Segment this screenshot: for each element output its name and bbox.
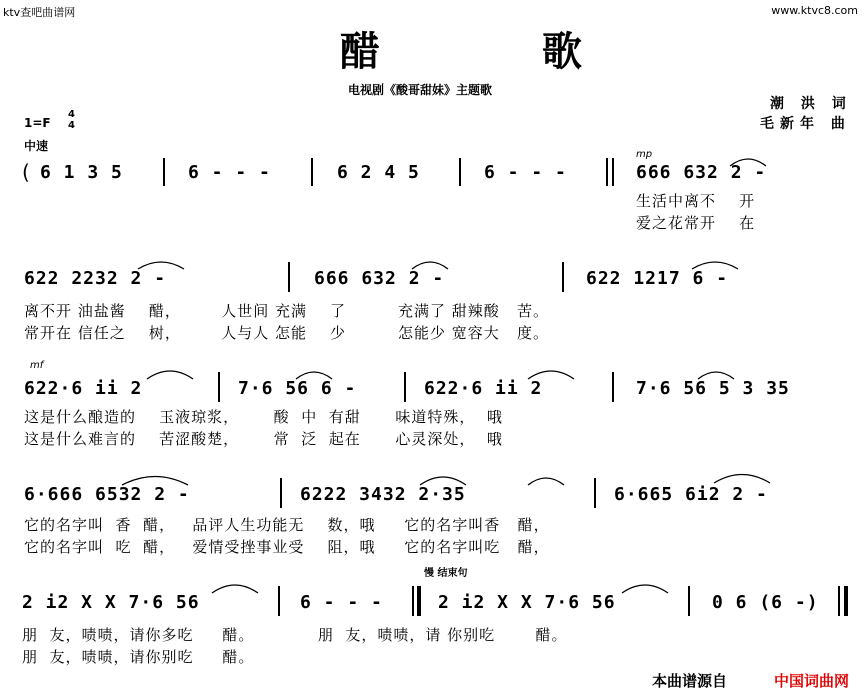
line-1-lyric-verse-1: 生活中离不 开 <box>636 192 756 210</box>
ending-marking: 慢 结束句 <box>424 568 468 579</box>
barline <box>594 478 596 508</box>
barline <box>562 262 564 292</box>
song-subtitle: 电视剧《酸哥甜妹》主题歌 <box>348 83 493 97</box>
slur <box>120 472 190 486</box>
time-signature: 4 4 <box>68 109 75 131</box>
composer-credit: 毛新年 曲 <box>760 116 851 132</box>
barline <box>218 372 220 402</box>
line-2-lyric-verse-2: 常开在 信任之 树， 人与人 怎能 少 怎能少 宽容大 度。 <box>24 324 550 342</box>
footer-source-label: 本曲谱源自 <box>652 672 728 690</box>
line-2-bar-2-notes: 666 632 2 - <box>314 268 445 289</box>
line-3-bar-4-notes: 7·6 56 5 3 35 <box>636 378 790 399</box>
slur <box>136 258 186 270</box>
barline <box>280 478 282 508</box>
site-watermark-left: ktv查吧曲谱网 <box>3 6 76 19</box>
dynamic-mark-mf: mf <box>30 360 44 371</box>
barline <box>459 158 461 186</box>
line-4-lyric-verse-2: 它的名字叫 吃 醋， 爱情受挫事业受 阻，哦 它的名字叫吃 醋， <box>24 538 550 556</box>
slur <box>728 155 768 167</box>
line-4-bar-2-notes: 6222 3432 2·35 <box>300 484 466 505</box>
line-3-bar-2-notes: 7·6 56 6 - <box>238 378 357 399</box>
slur <box>526 366 576 380</box>
barline <box>278 586 280 616</box>
line-2-bar-1-notes: 622 2232 2 - <box>24 268 167 289</box>
slur <box>418 472 468 486</box>
barline <box>612 158 614 186</box>
dynamic-mark-mp: mp <box>636 149 653 160</box>
slur <box>210 580 260 594</box>
slur <box>410 258 450 270</box>
barline <box>606 158 608 186</box>
key-signature: 1=F <box>24 116 51 130</box>
slur <box>145 366 195 380</box>
line-1-bar-3-notes: 6 2 4 5 <box>337 162 420 183</box>
line-5-lyric-verse-2: 朋 友，啧啧，请你别吃 醋。 <box>22 648 255 666</box>
line-5-bar-3-notes: 2 i2 X X 7·6 56 <box>438 592 616 613</box>
line-4-bar-3-notes: 6·665 6i2 2 - <box>614 484 768 505</box>
barline <box>311 158 313 186</box>
line-5-bar-2-notes: 6 - - - <box>300 592 383 613</box>
barline <box>404 372 406 402</box>
tempo-marking: 中速 <box>24 139 49 153</box>
barline <box>612 372 614 402</box>
line-1-bar-2-notes: 6 - - - <box>188 162 271 183</box>
line-3-lyric-verse-2: 这是什么难言的 苦涩酸楚， 常 泛 起在 心灵深处， 哦 <box>24 430 503 448</box>
footer-site-name: 中国词曲网 <box>774 672 850 690</box>
lyricist-credit: 潮 洪 词 <box>770 96 852 112</box>
final-barline <box>838 586 840 616</box>
barline <box>163 158 165 186</box>
line-5-lyric-verse-1: 朋 友，啧啧，请你多吃 醋。 朋 友，啧啧，请 你别吃 醋。 <box>22 626 568 644</box>
barline <box>288 262 290 292</box>
slur <box>294 368 334 380</box>
line-4-bar-1-notes: 6·666 6532 2 - <box>24 484 190 505</box>
open-paren: ( <box>22 160 30 184</box>
line-1-bar-1-notes: 6 1 3 5 <box>40 162 123 183</box>
line-1-lyric-verse-2: 爱之花常开 在 <box>636 214 756 232</box>
slur <box>620 580 670 594</box>
barline <box>688 586 690 616</box>
line-1-bar-5-notes: 666 632 2 - <box>636 162 767 183</box>
slur <box>712 470 772 484</box>
slur <box>696 368 736 380</box>
line-5-bar-1-notes: 2 i2 X X 7·6 56 <box>22 592 200 613</box>
repeat-barline <box>417 586 421 616</box>
line-1-bar-4-notes: 6 - - - <box>484 162 567 183</box>
line-2-lyric-verse-1: 离不开 油盐酱 醋， 人世间 充满 了 充满了 甜辣酸 苦。 <box>24 302 550 320</box>
line-5-bar-4-notes: 0 6 (6 -) <box>712 592 819 613</box>
slur <box>690 258 740 270</box>
slur <box>526 474 566 486</box>
song-title: 醋 歌 <box>340 28 656 75</box>
line-3-lyric-verse-1: 这是什么酿造的 玉液琼浆， 酸 中 有甜 味道特殊， 哦 <box>24 408 503 426</box>
repeat-barline <box>412 586 414 616</box>
line-3-bar-1-notes: 622·6 ii 2 <box>24 378 143 399</box>
final-barline <box>844 586 848 616</box>
line-2-bar-3-notes: 622 1217 6 - <box>586 268 729 289</box>
line-4-lyric-verse-1: 它的名字叫 香 醋， 品评人生功能无 数，哦 它的名字叫香 醋， <box>24 516 550 534</box>
line-3-bar-3-notes: 622·6 ii 2 <box>424 378 543 399</box>
site-watermark-right: www.ktvc8.com <box>771 4 858 17</box>
